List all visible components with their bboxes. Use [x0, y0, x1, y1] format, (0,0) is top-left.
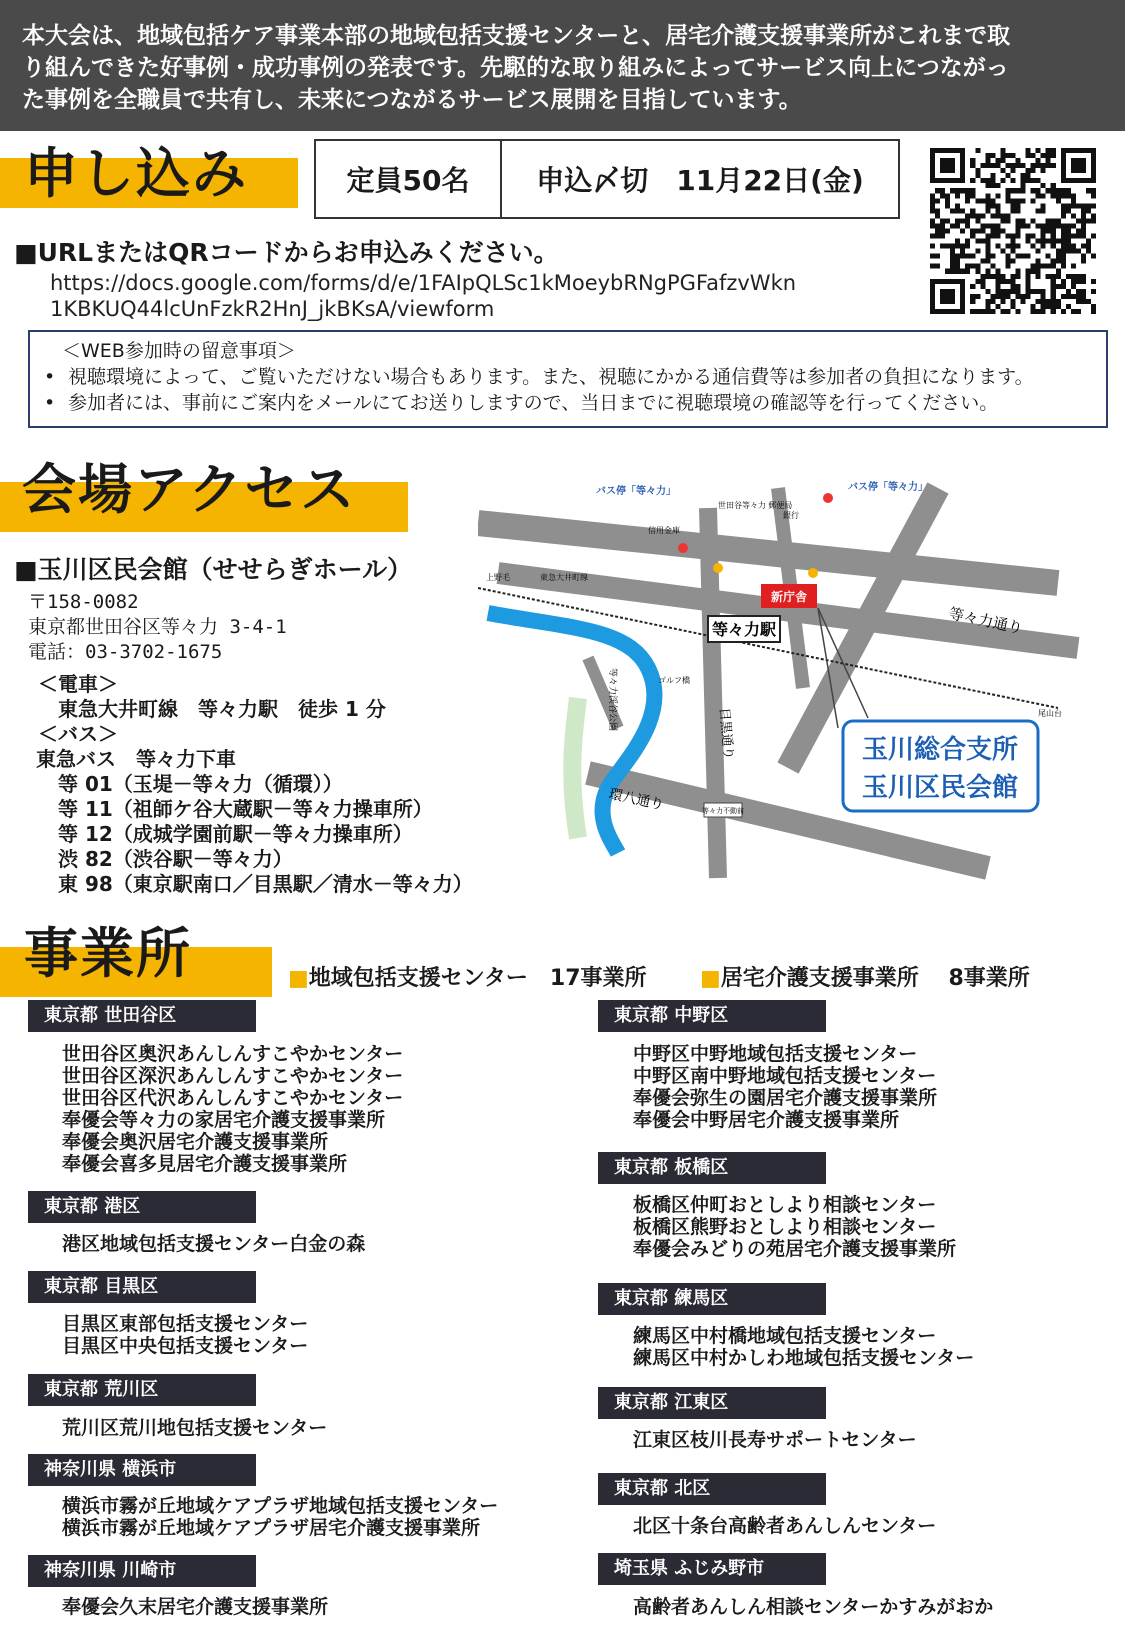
legend-square-icon: ■: [700, 966, 721, 991]
traffic-light-icon: [808, 568, 818, 578]
facility-item: 中野区中野地域包括支援センター: [633, 1043, 918, 1065]
facility-item: 奉優会みどりの苑居宅介護支援事業所: [633, 1238, 957, 1260]
road-label: 等々力通り: [947, 605, 1025, 638]
facility-item: 世田谷区奥沢あんしんすこやかセンター: [62, 1043, 404, 1065]
section-title-venue: 会場アクセス: [22, 458, 357, 521]
facility-item: 板橋区熊野おとしより相談センター: [633, 1216, 937, 1238]
intro-line: 本大会は、地域包括ケア事業本部の地域包括支援センターと、居宅介護支援事業所がこれまで取: [22, 23, 1011, 49]
facility-list: [62, 1313, 308, 1357]
post-office-label: 世田谷等々力 郵便局: [718, 501, 793, 510]
area-header: 東京都 練馬区: [598, 1283, 826, 1315]
area-header: 東京都 港区: [28, 1191, 256, 1223]
facility-list: [62, 1043, 403, 1175]
facility-item: 目黒区東部包括支援センター: [62, 1313, 309, 1335]
access-info: [38, 672, 473, 897]
area-header: 東京都 江東区: [598, 1387, 826, 1419]
bank-label: 銀行: [783, 511, 799, 520]
facility-item: 奉優会等々力の家居宅介護支援事業所: [62, 1109, 386, 1131]
bus-stop-label: バス停「等々力」: [596, 486, 676, 497]
facility-item: 奉優会久末居宅介護支援事業所: [62, 1596, 329, 1618]
legend-square-icon: ■: [288, 966, 309, 991]
facility-item: 世田谷区代沢あんしんすこやかセンター: [62, 1087, 404, 1109]
url-heading: ■URLまたはQRコードからお申込みください。: [14, 238, 559, 267]
road-label: 目黒通り: [717, 706, 737, 761]
application-url[interactable]: [50, 270, 796, 322]
bus-stop-icon: [823, 493, 833, 503]
facility-list: [633, 1596, 993, 1618]
facility-list: [62, 1417, 327, 1439]
park-label: 等々力渓谷公園: [608, 668, 618, 732]
bus-label: ＜バス＞: [38, 722, 118, 746]
area-header: 東京都 中野区: [598, 1000, 826, 1032]
area-header: 神奈川県 川崎市: [28, 1555, 256, 1587]
golf-bridge-label: ゴルフ橋: [658, 676, 690, 685]
facility-list: [633, 1325, 974, 1369]
new-office-label: 新庁舎: [770, 590, 808, 604]
capacity-label: 定員50名: [316, 141, 502, 217]
facility-item: 世田谷区深沢あんしんすこやかセンター: [62, 1065, 404, 1087]
street-address: 東京都世田谷区等々力 3-4-1: [28, 616, 287, 638]
facility-item: 練馬区中村橋地域包括支援センター: [633, 1325, 937, 1347]
oyamadai-label: 尾山台: [1038, 709, 1062, 718]
area-header: 東京都 目黒区: [28, 1271, 256, 1303]
shinkin-label: 信用金庫: [648, 526, 680, 535]
building-name: 玉川区民会館: [861, 772, 1019, 802]
facility-item: 奉優会喜多見居宅介護支援事業所: [62, 1153, 348, 1175]
bus-route: 等 01（玉堤－等々力（循環））: [58, 772, 343, 796]
application-info-box: [314, 139, 900, 219]
line-label: 東急大井町線: [540, 573, 588, 582]
legend-text: 居宅介護支援事業所 8事業所: [720, 966, 1030, 991]
facility-item: 目黒区中央包括支援センター: [62, 1335, 309, 1357]
facility-item: 練馬区中村かしわ地域包括支援センター: [633, 1347, 975, 1369]
web-notes-box: [28, 330, 1108, 428]
url-line[interactable]: https://docs.google.com/forms/d/e/1FAIpQLSc1kMoeybRNgPGFafzvWkn: [50, 271, 797, 295]
fudomae-label: 等々力不動前: [702, 808, 744, 815]
facility-item: 港区地域包括支援センター白金の森: [62, 1233, 366, 1255]
facility-item: 奉優会中野居宅介護支援事業所: [633, 1109, 900, 1131]
web-note-item: • 参加者には、事前にご案内をメールにてお送りしますので、当日までに視聴環境の確認等を行ってください。: [44, 390, 1092, 416]
facility-list: [62, 1596, 328, 1618]
kamino-label: 上野毛: [486, 573, 510, 582]
facility-item: 荒川区荒川地包括支援センター: [62, 1417, 328, 1439]
venue-address: [28, 590, 287, 665]
bus-route: 東 98（東京駅南口／目黒駅／清水－等々力）: [58, 872, 473, 896]
bus-route: 等 12（成城学園前駅－等々力操車所）: [58, 822, 413, 846]
facility-item: 横浜市霧が丘地域ケアプラザ居宅介護支援事業所: [62, 1517, 481, 1539]
traffic-light-icon: [713, 563, 723, 573]
intro-line: り組んできた好事例・成功事例の発表です。先駆的な取り組みによってサービス向上につながっ: [22, 55, 1009, 81]
facility-list: [62, 1233, 365, 1255]
building-name: 玉川総合支所: [861, 734, 1019, 764]
road-label: 環八通り: [607, 785, 666, 813]
facility-item: 高齢者あんしん相談センターかすみがおか: [633, 1596, 994, 1618]
bus-route: 等 11（祖師ケ谷大蔵駅－等々力操車所）: [58, 797, 433, 821]
web-note-item: • 視聴環境によって、ご覧いただけない場合もあります。また、視聴にかかる通信費等は参加者の負担になります。: [44, 364, 1092, 390]
valley-park: [572, 698, 578, 838]
facility-item: 横浜市霧が丘地域ケアプラザ地域包括支援センター: [62, 1495, 499, 1517]
area-header: 東京都 荒川区: [28, 1374, 256, 1406]
venue-map: [478, 478, 1098, 898]
area-header: 東京都 北区: [598, 1473, 826, 1505]
web-notes-heading: ＜WEB参加時の留意事項＞: [62, 340, 296, 362]
facility-list: [633, 1043, 937, 1131]
facility-list: [633, 1515, 936, 1537]
facility-list: [633, 1194, 956, 1260]
legend-text: 地域包括支援センター 17事業所: [308, 966, 647, 991]
legend-kyotaku: [700, 961, 1030, 992]
facility-item: 北区十条台高齢者あんしんセンター: [633, 1515, 937, 1537]
area-header: 東京都 世田谷区: [28, 1000, 256, 1032]
bus-stop-label: バス停「等々力」: [848, 482, 928, 493]
facility-list: [62, 1495, 498, 1539]
venue-name: ■玉川区民会館（せせらぎホール）: [14, 555, 413, 584]
facility-item: 中野区南中野地域包括支援センター: [633, 1065, 937, 1087]
facility-item: 板橋区仲町おとしより相談センター: [633, 1194, 937, 1216]
area-header: 埼玉県 ふじみ野市: [598, 1553, 826, 1585]
legend-houkatsu: [288, 961, 647, 992]
intro-banner: [0, 0, 1125, 131]
section-title-application: 申し込み: [24, 142, 248, 205]
section-title-offices: 事業所: [24, 922, 192, 985]
bus-stop-icon: [678, 543, 688, 553]
postal-code: 〒158-0082: [28, 591, 139, 613]
phone-number: 電話：03-3702-1675: [28, 641, 223, 663]
bus-route: 渋 82（渋谷駅－等々力）: [58, 847, 293, 871]
train-info: 東急大井町線 等々力駅 徒歩 1 分: [58, 697, 386, 721]
deadline-label: 申込〆切 11月22日(金): [536, 164, 864, 197]
facility-list: [633, 1429, 917, 1451]
area-header: 東京都 板橋区: [598, 1152, 826, 1184]
area-header: 神奈川県 横浜市: [28, 1454, 256, 1486]
facility-item: 奉優会弥生の園居宅介護支援事業所: [633, 1087, 938, 1109]
intro-line: た事例を全職員で共有し、未来につながるサービス展開を目指しています。: [22, 87, 802, 113]
station-label: 等々力駅: [711, 622, 777, 639]
qr-code-icon[interactable]: [930, 148, 1096, 314]
facility-item: 江東区枝川長寿サポートセンター: [633, 1429, 917, 1451]
train-label: ＜電車＞: [38, 672, 118, 696]
bus-info: 東急バス 等々力下車: [36, 747, 236, 771]
facility-item: 奉優会奥沢居宅介護支援事業所: [62, 1131, 329, 1153]
url-line[interactable]: 1KBKUQ44lcUnFzkR2HnJ_jkBKsA/viewform: [50, 297, 495, 321]
